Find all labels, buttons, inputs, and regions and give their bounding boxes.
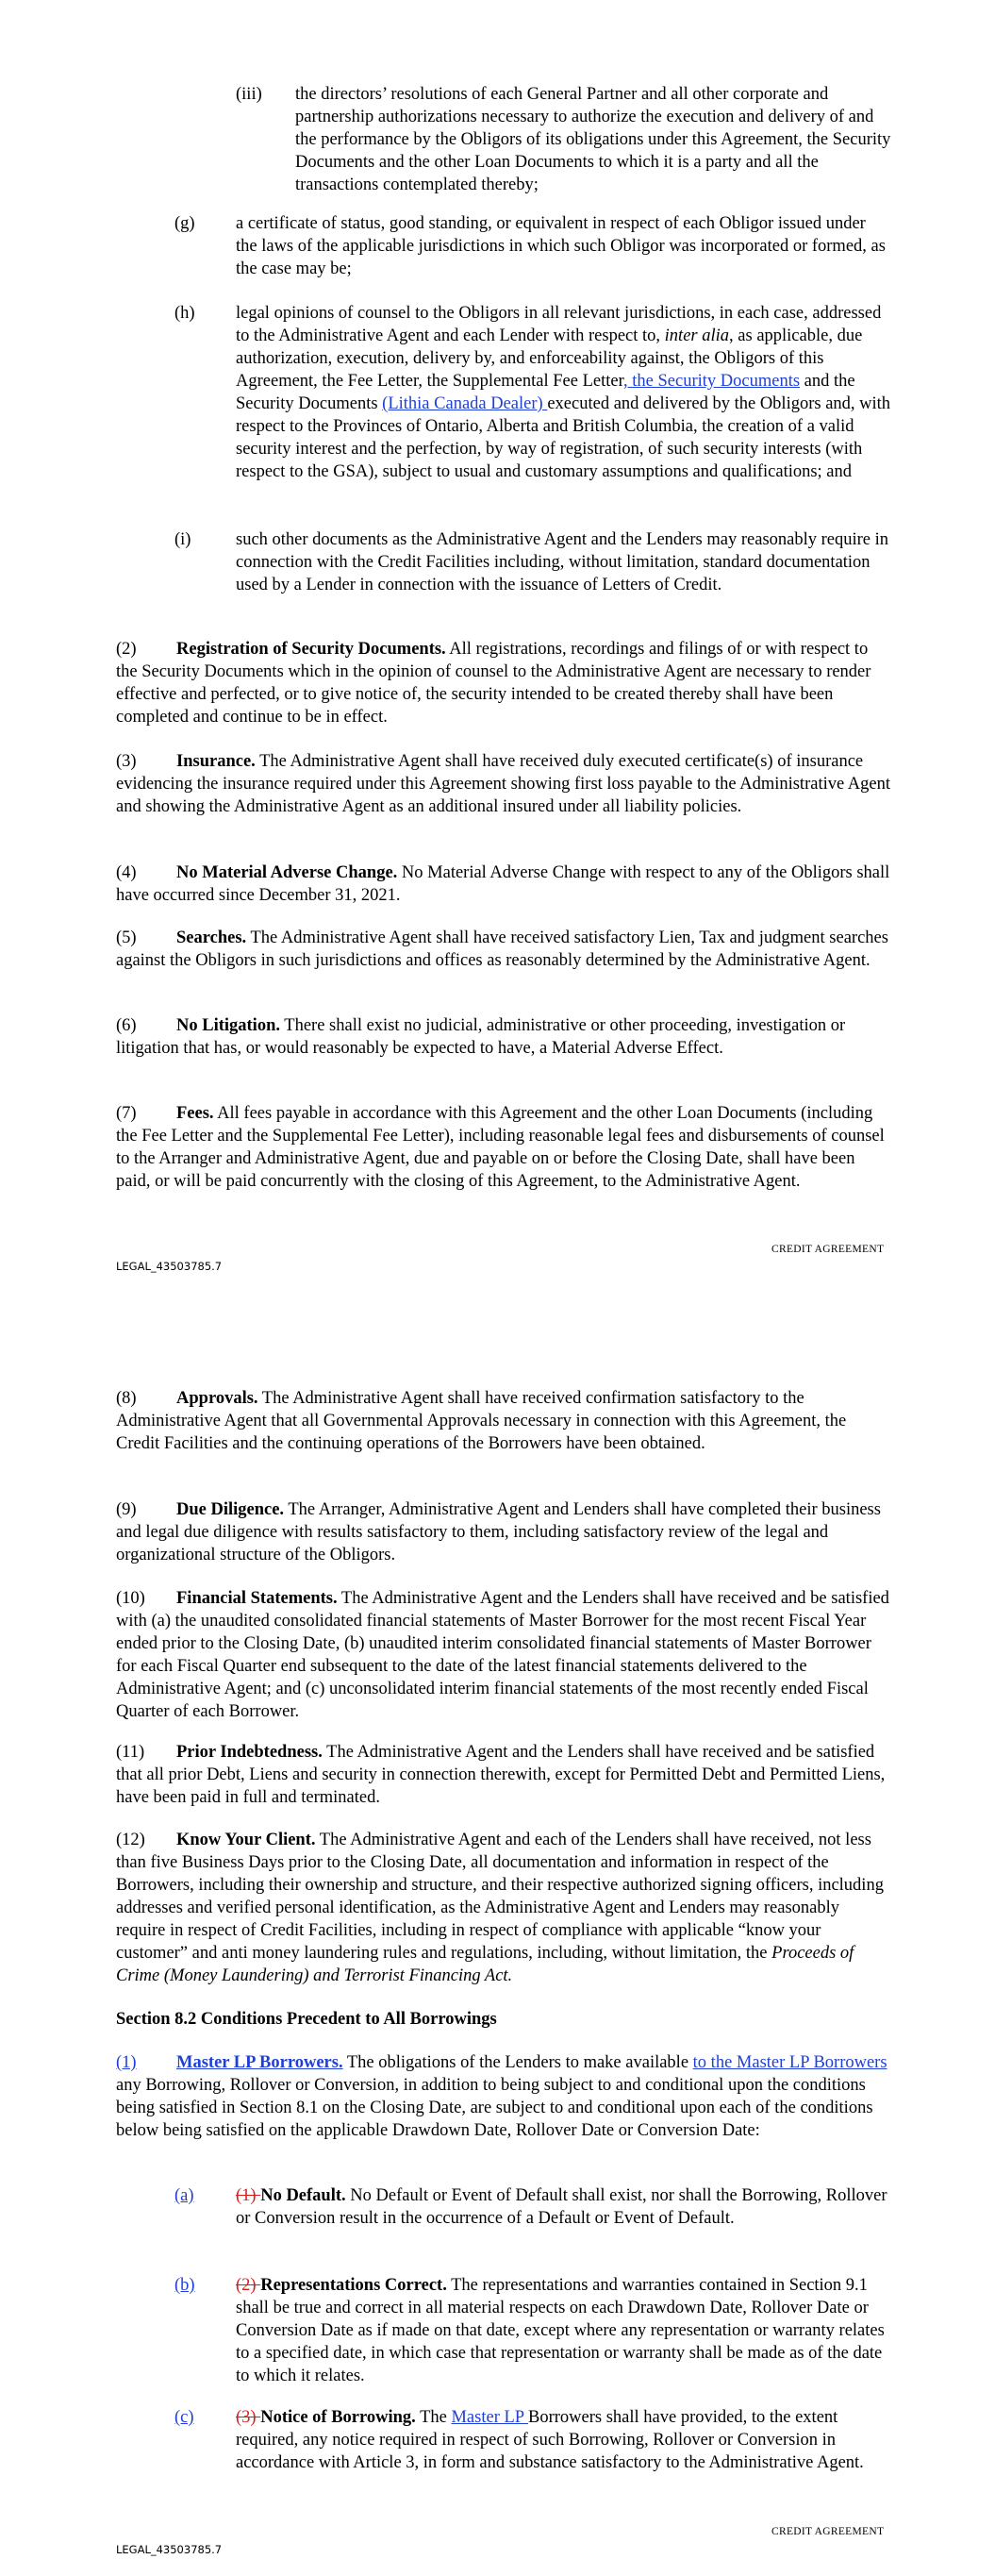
section-10: (10) Financial Statements. The Administrative Agent and the Lenders shall have received and be satisfied with (a) the unaudited consolidated financial statements of Master Borrower for the most recent Fiscal Year ended prior to the Closing Date, (b) unaudited interim consolidated financial statements of Master Borrower for each Fiscal Quarter end subsequent to the date of the latest financial statements delivered to the Administrative Agent; and (c) unconsolidated interim financial statements of the most recently ended Fiscal Quarter of each Borrower. xyxy=(116,1589,889,1721)
section-heading: No Material Adverse Change. xyxy=(176,863,398,882)
section-number: (2) xyxy=(116,640,137,659)
clause-number: (c) xyxy=(174,2408,194,2427)
section-number: (12) xyxy=(116,1831,145,1849)
section-heading: Searches. xyxy=(176,928,247,947)
section-heading: Due Diligence. xyxy=(176,1500,285,1519)
clause-text: such other documents as the Administrative Agent and the Lenders may reasonably require in connection with the Credit Facilities including, without limitation, standard documentation used by a Lender in connection with the issuance of Letters of Credit. xyxy=(236,530,889,594)
clause-text: (2) Representations Correct. The representations and warranties contained in Section 9.1 shall be true and correct in all material respects on each Drawdown Date, Rollover Date or Conversion Date as if made on that date, except where any representation or warranty relates to a specified date, in which case that representation or warranty shall be made as of the date to which it relates. xyxy=(236,2276,885,2385)
section-heading: Master LP Borrowers. xyxy=(176,2053,343,2072)
clause-text: the directors’ resolutions of each General Partner and all other corporate and partnership authorizations necessary to authorize the execution and delivery of and the performance by the Obligors of its obligations under this Agreement, the Security Documents and the other Loan Documents to which it is a party and all the transactions contemplated thereby; xyxy=(295,85,891,194)
clause-text: (3) Notice of Borrowing. The Master LP Borrowers shall have provided, to the extent required, any notice required in respect of such Borrowing, Rollover or Conversion in accordance with Article 3, in form and substance satisfactory to the Administrative Agent. xyxy=(236,2408,864,2472)
section-number: (9) xyxy=(116,1500,137,1519)
inserted-text: (Lithia Canada Dealer) xyxy=(382,394,548,413)
clause-text: legal opinions of counsel to the Obligors in all relevant jurisdictions, in each case, addressed to the Administrative Agent and each Lender with respect to, inter alia, as applicable, due authorization, execution, delivery by, and enforceability against, the Obligors of this Agreement, the Fee Letter, the Supplemental Fee Letter, the Security Documents and the Security Documents (Lithia Canada Dealer) executed and delivered by the Obligors and, with respect to the Provinces of Ontario, Alberta and British Columbia, the creation of a valid security interest and the perfection, by way of registration, of such security interests (with respect to the GSA), subject to usual and customary assumptions and qualifications; and xyxy=(236,304,891,481)
section-heading: Know Your Client. xyxy=(176,1831,316,1849)
section-heading: Prior Indebtedness. xyxy=(176,1743,323,1762)
clause-number: (b) xyxy=(174,2276,195,2295)
clause-text: a certificate of status, good standing, or equivalent in respect of each Obligor issued under the laws of the applicable jurisdictions in which such Obligor was incorporated or formed, as the case may be; xyxy=(236,214,886,278)
clause-number: (g) xyxy=(174,214,195,233)
inserted-text: to the Master LP Borrowers xyxy=(692,2053,887,2072)
deleted-text: (1) xyxy=(236,2186,261,2205)
section-number: (6) xyxy=(116,1016,137,1035)
section-heading: Fees. xyxy=(176,1104,214,1123)
section-12: (12) Know Your Client. The Administrative Agent and each of the Lenders shall have received, not less than five Business Days prior to the Closing Date, all documentation and information in respect of the Borrowers, including their ownership and structure, and their respective authorized signing officers, including addresses and verified personal identification, as the Administrative Agent and Lenders may reasonably require in respect of Credit Facilities, including in respect of compliance with applicable “know your customer” and anti money laundering rules and regulations, including, without limitation, the Proceeds of Crime (Money Laundering) and Terrorist Financing Act. xyxy=(116,1831,884,1985)
footer-document-id: LEGAL_43503785.7 xyxy=(116,2543,223,2556)
section-3: (3) Insurance. The Administrative Agent shall have received duly executed certificate(s) of insurance evidencing the insurance required under this Agreement showing first loss payable to the Administrative Agent and showing the Administrative Agent as an additional insured under all liability policies. xyxy=(116,752,891,816)
section-9: (9) Due Diligence. The Arranger, Administrative Agent and Lenders shall have completed their business and legal due diligence with results satisfactory to them, including satisfactory review of the legal and organizational structure of the Obligors. xyxy=(116,1500,881,1564)
footer-document-title: CREDIT AGREEMENT xyxy=(771,1244,885,1255)
section-4: (4) No Material Adverse Change. No Material Adverse Change with respect to any of the Obligors shall have occurred since December 31, 2021. xyxy=(116,863,890,905)
clause-number: (iii) xyxy=(236,85,262,104)
section-number: (11) xyxy=(116,1743,145,1762)
section-5: (5) Searches. The Administrative Agent shall have received satisfactory Lien, Tax and judgment searches against the Obligors in such jurisdictions and offices as reasonably determined by the Administrative Agent. xyxy=(116,928,888,970)
section-11: (11) Prior Indebtedness. The Administrative Agent and the Lenders shall have received and be satisfied that all prior Debt, Liens and security in connection therewith, except for Permitted Debt and Permitted Liens, have been paid in full and terminated. xyxy=(116,1743,886,1807)
clause-number: (h) xyxy=(174,304,195,323)
clause-text: (1) No Default. No Default or Event of Default shall exist, nor shall the Borrowing, Rollover or Conversion result in the occurrence of a Default or Event of Default. xyxy=(236,2186,887,2228)
section-number: (7) xyxy=(116,1104,137,1123)
section-7: (7) Fees. All fees payable in accordance with this Agreement and the other Loan Documents (including the Fee Letter and the Supplemental Fee Letter), including reasonable legal fees and disbursements of counsel to the Arranger and Administrative Agent, due and payable on or before the Closing Date, shall have been paid, or will be paid concurrently with the closing of this Agreement, to the Administrative Agent. xyxy=(116,1104,885,1191)
clause-number: (a) xyxy=(174,2186,194,2205)
section-number: (10) xyxy=(116,1589,145,1608)
deleted-text: (2) xyxy=(236,2276,261,2295)
section-heading: Financial Statements. xyxy=(176,1589,338,1608)
section-heading: No Litigation. xyxy=(176,1016,280,1035)
section-6: (6) No Litigation. There shall exist no judicial, administrative or other proceeding, investigation or litigation that has, or would reasonably be expected to have, a Material Adverse Effect. xyxy=(116,1016,846,1058)
section-number: (4) xyxy=(116,863,137,882)
footer-document-id: LEGAL_43503785.7 xyxy=(116,1260,223,1273)
inserted-text: Master LP xyxy=(451,2408,529,2427)
section-2: (2) Registration of Security Documents. All registrations, recordings and filings of or with respect to the Security Documents which in the opinion of counsel to the Administrative Agent are necessary to render effective and perfected, or to give notice of, the security intended to be created thereby shall have been completed and continue to be in effect. xyxy=(116,640,871,727)
section-8: (8) Approvals. The Administrative Agent shall have received confirmation satisfactory to the Administrative Agent that all Governmental Approvals necessary in connection with this Agreement, the Credit Facilities and the continuing operations of the Borrowers have been obtained. xyxy=(116,1389,847,1453)
document-page-2 xyxy=(0,1302,995,2576)
section-number: (5) xyxy=(116,928,137,947)
deleted-text: (3) xyxy=(236,2408,261,2427)
section-number: (8) xyxy=(116,1389,137,1408)
inserted-text: , the Security Documents xyxy=(623,372,801,391)
section-number: (3) xyxy=(116,752,137,771)
section-heading: Registration of Security Documents. xyxy=(176,640,446,659)
clause-number: (i) xyxy=(174,530,191,549)
section-1-master-lp: (1) Master LP Borrowers. The obligations of the Lenders to make available to the Master LP Borrowers any Borrowing, Rollover or Conversion, in addition to being subject to and conditional upon the conditions being satisfied in Section 8.1 on the Closing Date, are subject to and conditional upon each of the conditions below being satisfied on the applicable Drawdown Date, Rollover Date or Conversion Date: xyxy=(116,2053,887,2140)
section-heading: Approvals. xyxy=(176,1389,258,1408)
footer-document-title: CREDIT AGREEMENT xyxy=(771,2526,885,2537)
section-number: (1) xyxy=(116,2053,137,2072)
section-heading: Insurance. xyxy=(176,752,256,771)
section-8-2-heading: Section 8.2 Conditions Precedent to All Borrowings xyxy=(116,2010,497,2029)
